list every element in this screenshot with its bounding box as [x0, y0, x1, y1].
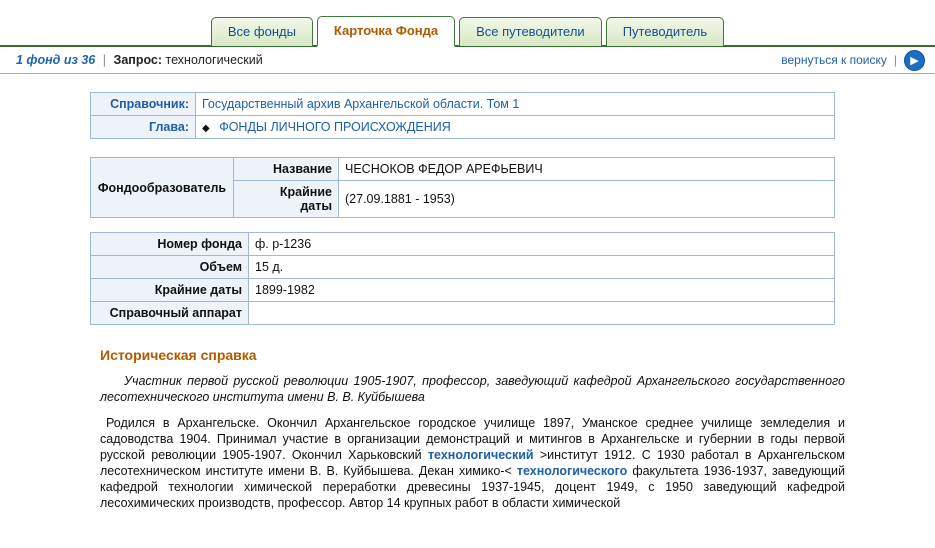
query-summary: [16, 53, 263, 67]
fond-volume-value: 15 д.: [249, 256, 835, 279]
hist-text-2: >институт 1912. С 1930 работал в Архангельском лесотехническом институте имени В. В. Куйбышева. Декан химико-<: [100, 448, 845, 478]
glava-label: Глава:: [91, 116, 196, 139]
fond-dates-value: 1899-1982: [249, 279, 835, 302]
fond-apparatus-label: Справочный аппарат: [91, 302, 249, 325]
query-bar: [0, 47, 935, 74]
founder-name-value: ЧЕСНОКОВ ФЕДОР АРЕФЬЕВИЧ: [339, 158, 835, 181]
table-row-glava: [91, 116, 835, 139]
founder-dates-label-line1: Крайние: [279, 185, 332, 199]
fond-dates-label: Крайние даты: [91, 279, 249, 302]
hist-highlight-1: технологический: [427, 448, 534, 462]
fond-card-content: [0, 74, 935, 511]
table-row: [91, 302, 835, 325]
historical-note-body: [100, 373, 845, 511]
result-count: 1 фонд из 36: [16, 53, 96, 67]
founder-name-label: Название: [234, 158, 339, 181]
arrow-right-icon[interactable]: ▶: [904, 50, 925, 71]
fond-volume-label: Объем: [91, 256, 249, 279]
glava-value-cell: [196, 116, 835, 139]
historical-note-paragraph: [100, 415, 845, 511]
diamond-bullet-icon: ◆: [202, 123, 210, 134]
founder-label: Фондообразователь: [91, 158, 234, 218]
table-row: [91, 233, 835, 256]
fond-apparatus-value: [249, 302, 835, 325]
fond-details-table: [90, 232, 835, 325]
query-value: технологический: [165, 53, 263, 67]
tab-guide[interactable]: Путеводитель: [606, 17, 724, 46]
hist-highlight-2: технологического: [516, 464, 628, 478]
query-label: Запрос:: [113, 53, 163, 67]
tab-all-fonds[interactable]: Все фонды: [211, 17, 313, 46]
spravochnik-link[interactable]: Государственный архив Архангельской области. Том 1: [202, 97, 520, 111]
actions-divider: |: [893, 53, 897, 67]
table-row-founder-name: [91, 158, 835, 181]
founder-dates-label: [234, 181, 339, 218]
query-separator: |: [102, 53, 106, 67]
hist-text-3: факультета 1936-1937, заведующий кафедрой технологии химической переработки древесины 1937-1945, доцент 1949, с 1950 заведующий кафедрой лесохимических производств, профессор. Автор 14 крупных работ в области химической: [100, 464, 845, 510]
fond-number-label: Номер фонда: [91, 233, 249, 256]
founder-dates-value: (27.09.1881 - 1953): [339, 181, 835, 218]
tab-fond-card[interactable]: Карточка Фонда: [317, 16, 455, 47]
fond-number-value: ф. р-1236: [249, 233, 835, 256]
tab-all-guides[interactable]: Все путеводители: [459, 17, 602, 46]
reference-table: [90, 92, 835, 139]
spravochnik-value-cell: [196, 93, 835, 116]
hist-text-1: Родился в Архангельске. Окончил Архангельское городское училище 1897, Уманское среднее училище земледелия и садоводства 1904. Принимал участие в организации демонстраций и митингов в Архангельске и губернии в годы первой русской революции 1905-1907. Окончил Харьковский: [100, 416, 845, 462]
spravochnik-label: Справочник:: [91, 93, 196, 116]
table-row-spravochnik: [91, 93, 835, 116]
table-row: [91, 279, 835, 302]
table-row: [91, 256, 835, 279]
back-to-search-link[interactable]: вернуться к поиску: [781, 53, 887, 67]
query-actions: [781, 50, 925, 71]
founder-dates-label-line2: даты: [300, 199, 332, 213]
historical-note-italic: Участник первой русской революции 1905-1907, профессор, заведующий кафедрой Архангельского государственного лесотехнического института имени В. В. Куйбышева: [100, 374, 845, 404]
glava-link[interactable]: ФОНДЫ ЛИЧНОГО ПРОИСХОЖДЕНИЯ: [219, 120, 451, 134]
founder-table: [90, 157, 835, 218]
historical-note-title: Историческая справка: [100, 347, 257, 363]
tab-bar: [0, 0, 935, 47]
